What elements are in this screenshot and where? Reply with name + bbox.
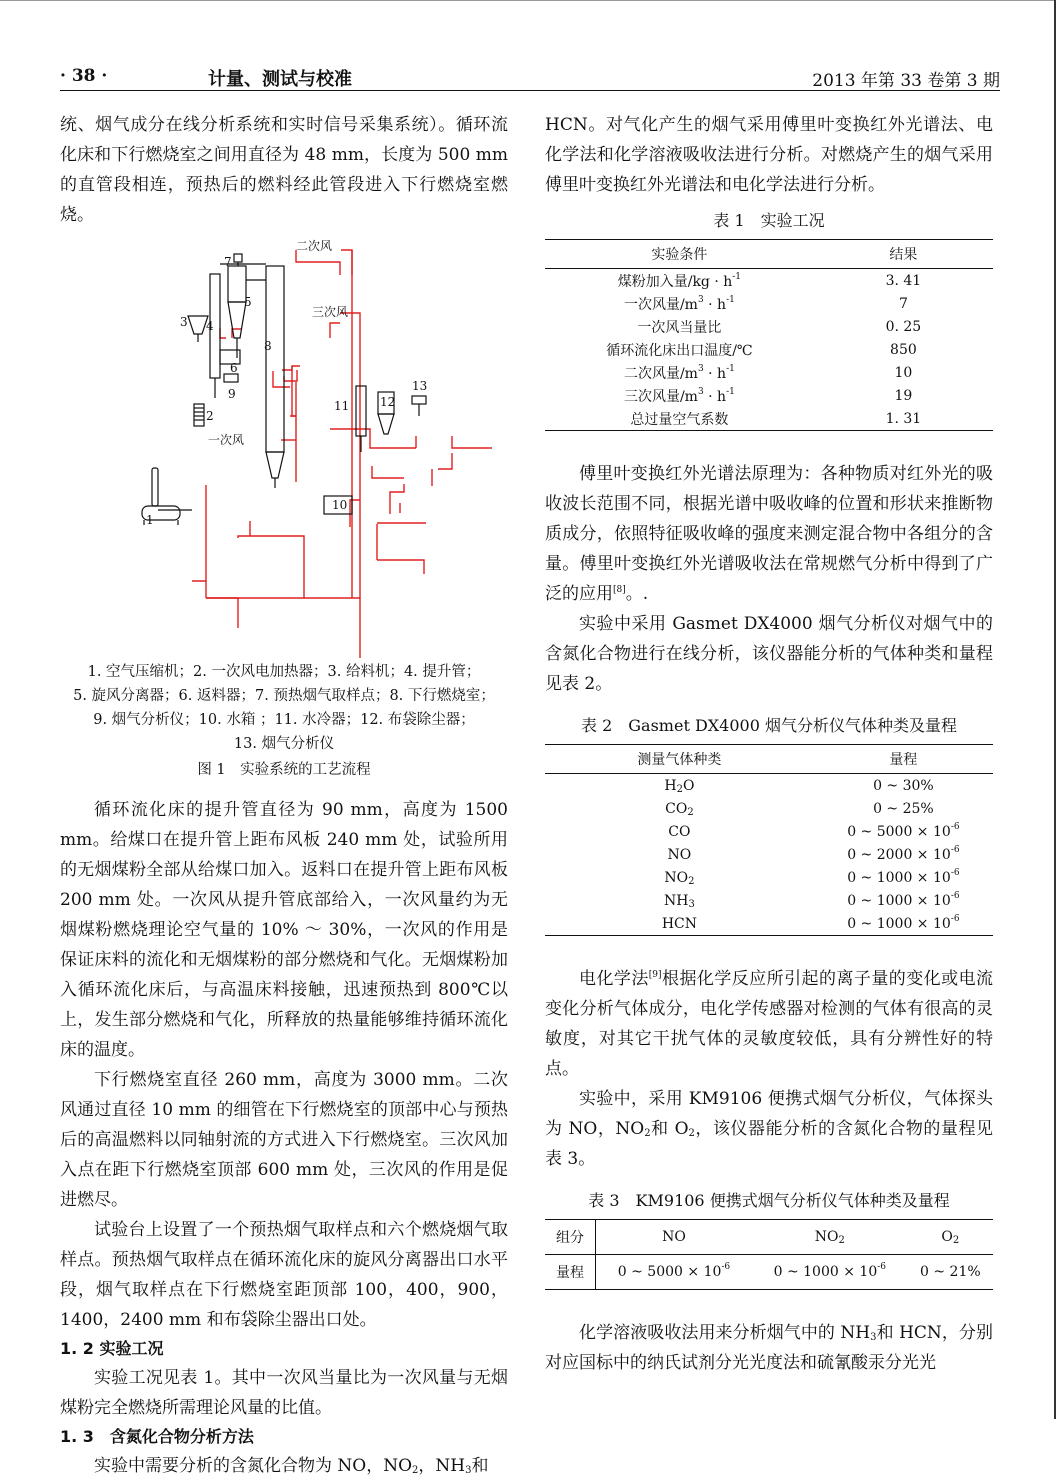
svg-text:4: 4	[206, 319, 214, 333]
table-row: 一次风当量比 0. 25	[637, 318, 922, 336]
paragraph: 化学溶液吸收法用来分析烟气中的 $NH_3$和 HCN，分别对应国标中的纳氏试剂分光光度法和硫氰酸汞分光光	[545, 1323, 993, 1373]
paragraph: 电化学法[9]根据化学反应所引起的离子量的变化或电流变化分析气体成分，电化学传感器对检测的气体有很高的灵敏度，对其它干扰气体的灵敏度较低，具有分辨性好的特点。	[545, 969, 994, 1079]
table-row: $CO_2$ 0 ~ 25%	[665, 800, 934, 818]
paragraph: 实验中，采用 KM9106 便携式烟气分析仪，气体探头为 NO，$NO_2$和 $O_2$，该仪器能分析的含氮化合物的量程见表 3。	[545, 1089, 994, 1169]
table-1	[545, 239, 993, 431]
label-primary-air: 一次风	[208, 433, 245, 447]
table-1-caption: 表 1 实验工况	[713, 211, 825, 230]
table-row: 总过量空气系数 1. 31	[545, 407, 993, 431]
section-heading: 1. 3 含氮化合物分析方法	[60, 1427, 254, 1446]
svg-text:8: 8	[264, 339, 272, 353]
primary-air-line	[192, 485, 206, 581]
label-tertiary-air: 三次风	[312, 305, 349, 319]
svg-text:13: 13	[412, 379, 428, 393]
secondary-air-top	[296, 250, 340, 275]
tertiary-air-line	[340, 313, 360, 598]
svg-text:1: 1	[146, 513, 154, 527]
gas-analyzer	[224, 374, 238, 382]
table-row: 循环流化床出口温度/℃ 850	[606, 341, 917, 359]
table-row: 三次风量$/m^3 \cdot h^{-1}$ 19	[623, 386, 913, 405]
svg-text:12: 12	[380, 395, 396, 409]
paragraph: 下行燃烧室直径 260 mm，高度为 3000 mm。二次风通过直径 10 mm 的细管在下行燃烧室的顶部中心与预热后的高温燃料以同轴射流的方式进入下行燃烧室。三次风加入点在距下行燃烧室顶部 600 mm 处，三次风的作用是促进燃尽。	[60, 1070, 508, 1210]
paragraph: 实验工况见表 1。其中一次风当量比为一次风量与无烟煤粉完全燃烧所需理论风量的比值。	[60, 1368, 508, 1418]
paragraph: HCN。对气化产生的烟气采用傅里叶变换红外光谱法、电化学法和化学溶液吸收法进行分析。对燃烧产生的烟气采用傅里叶变换红外光谱法和电化学法进行分析。	[545, 115, 993, 195]
svg-text:3: 3	[180, 315, 188, 329]
svg-text:6: 6	[230, 361, 238, 375]
svg-text:11: 11	[334, 399, 350, 413]
left-column	[60, 110, 508, 1481]
gas-analyzer-13	[412, 396, 426, 404]
electric-heater	[194, 404, 204, 426]
svg-text:10: 10	[332, 498, 348, 512]
process-flow-diagram	[60, 238, 508, 658]
running-header	[60, 64, 1000, 91]
col-header: 量程	[889, 752, 918, 768]
col-header: 结果	[889, 247, 918, 263]
table-row: $NO_2$ 0 ~ $1000 \times 10^{-6}$	[664, 867, 960, 887]
paragraph: 傅里叶变换红外光谱法原理为：各种物质对红外光的吸收波长范围不同，根据光谱中吸收峰的位置和形状来推断物质成分，依照特征吸收峰的强度来测定混合物中各组分的含量。傅里叶变换红外光谱吸收法在常规燃气分析中得到了广泛的应用[8]。.	[545, 464, 993, 604]
svg-text:7: 7	[224, 255, 232, 269]
table-row: 量程 0 ~ $5000 \times 10^{-6}$ 0 ~ $1000 \times 10^{-6}$ 0 ~ 21%	[545, 1255, 993, 1290]
sampling-point	[234, 254, 242, 262]
section-heading: 1. 2 实验工况	[60, 1339, 164, 1358]
figure-caption: 图 1 实验系统的工艺流程	[197, 762, 371, 778]
svg-text:5: 5	[244, 295, 252, 309]
table-2-caption: 表 2 Gasmet DX4000 烟气分析仪气体种类及量程	[581, 716, 957, 735]
table-row: $H_2O$ 0 ~ 30%	[664, 777, 934, 795]
journal-title: 计量、测试与校准	[208, 69, 352, 90]
table-row: CO 0 ~ $5000 \times 10^{-6}$	[668, 821, 960, 840]
figure-1-diagram	[60, 238, 508, 658]
col-header: 测量气体种类	[637, 752, 722, 768]
svg-text:2: 2	[206, 409, 214, 423]
table-row: 一次风量$/m^3 \cdot h^{-1}$ 7	[623, 294, 908, 313]
paragraph: 实验中需要分析的含氮化合物为 NO，$NO_2$，$NH_3$和	[94, 1456, 489, 1476]
issue-info: 2013 年第 33 卷第 3 期	[812, 71, 1000, 91]
flue-gas-line	[452, 436, 492, 448]
paragraph: 统、烟气成分在线分析系统和实时信号采集系统）。循环流化床和下行燃烧室之间用直径为 48 mm，长度为 500 mm 的直管段相连，预热后的燃料经此管段进入下行燃烧室燃烧。	[60, 115, 508, 225]
table-row: HCN 0 ~ $1000 \times 10^{-6}$	[545, 912, 993, 936]
page-top-edge	[0, 0, 1056, 1]
right-column	[545, 110, 993, 1378]
table-row: 煤粉加入量$/kg \cdot h^{-1}$ 3. 41	[617, 271, 922, 290]
figure-legend: 1. 空气压缩机；2. 一次风电加热器；3. 给料机；4. 提升管； 5. 旋风分离器；6. 返料器；7. 预热烟气取样点；8. 下行燃烧室； 9. 烟气分析仪；10. 水箱 ；11. 水冷器；12. 布袋除尘器； 13. 烟气分析仪	[73, 664, 495, 752]
paragraph: 循环流化床的提升管直径为 90 mm，高度为 1500 mm。给煤口在提升管上距布风板 240 mm 处，试验所用的无烟煤粉全部从给煤口加入。返料口在提升管上距布风板 200 mm 处。一次风从提升管底部给入，一次风量约为无烟煤粉燃烧理论空气量的 10% ～ 30%，一次风的作用是保证床料的流化和无烟煤粉的部分燃烧和气化。无烟煤粉加入循环流化床后，与高温床料接触，迅速预热到 800℃以上，发生部分燃烧和气化，所释放的热量能够维持循环流化床的温度。	[60, 800, 508, 1060]
table-3	[545, 1219, 993, 1290]
table-row: 二次风量$/m^3 \cdot h^{-1}$ 10	[623, 363, 913, 382]
page-number: · 38 ·	[60, 66, 108, 86]
table-row: NO 0 ~ $2000 \times 10^{-6}$	[667, 844, 960, 863]
label-secondary-air: 二次风	[296, 239, 333, 253]
table-row: $NH_3$ 0 ~ $1000 \times 10^{-6}$	[663, 890, 960, 910]
feeder	[188, 316, 208, 334]
col-header: 实验条件	[651, 247, 708, 263]
table-3-caption: 表 3 KM9106 便携式烟气分析仪气体种类及量程	[588, 1191, 950, 1210]
paragraph: 实验中采用 Gasmet DX4000 烟气分析仪对烟气中的含氮化合物进行在线分析，该仪器能分析的气体种类和量程见表 2。	[545, 614, 993, 694]
paragraph: 试验台上设置了一个预热烟气取样点和六个燃烧烟气取样点。预热烟气取样点在循环流化床的旋风分离器出口水平段，烟气取样点在下行燃烧室距顶部 100，400，900，1400，2400 mm 和布袋除尘器出口处。	[60, 1220, 508, 1330]
svg-text:9: 9	[228, 387, 236, 401]
table-row: 组分 NO $NO_2$ $O_2$	[545, 1220, 993, 1255]
down-fired-combustor	[266, 266, 284, 452]
table-2	[545, 744, 993, 936]
